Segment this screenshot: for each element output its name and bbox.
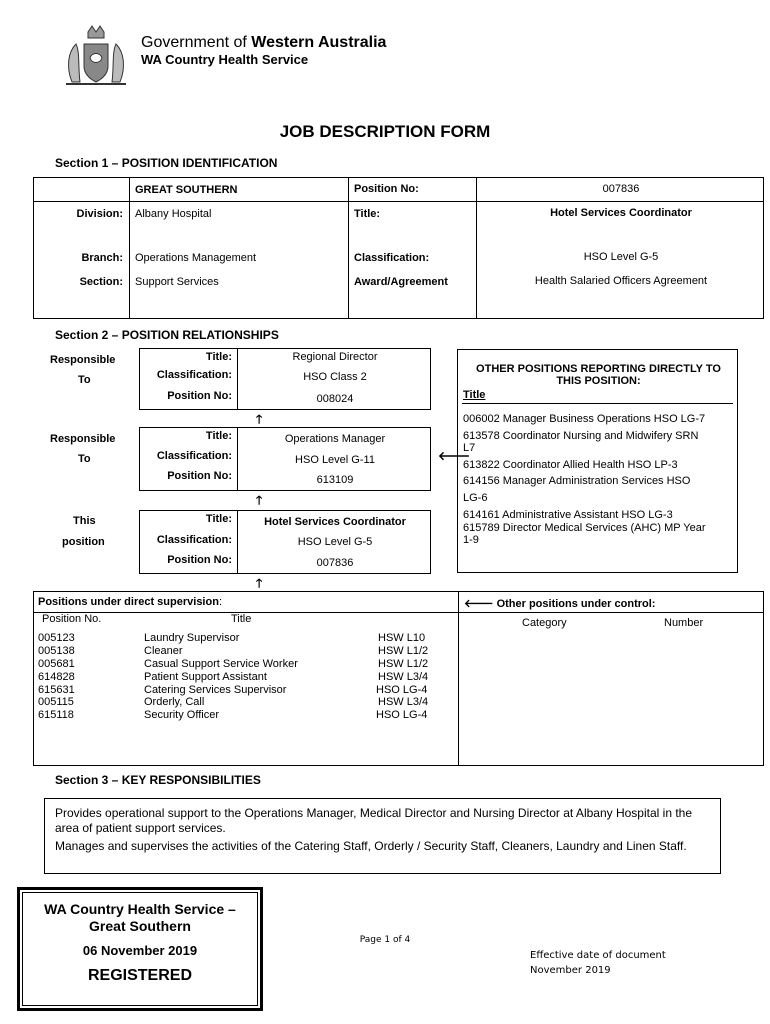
region-value: GREAT SOUTHERN	[135, 184, 238, 196]
responsible-label-1: Responsible	[50, 354, 116, 366]
table-row: 005115 Orderly, Call HSW L3/4	[38, 696, 429, 708]
key-responsibilities-box	[44, 798, 721, 874]
registered-stamp	[17, 887, 263, 1011]
other-control-heading: 🡐 Other positions under control:	[464, 598, 656, 610]
box2-title-label: Title:	[205, 430, 232, 442]
list-item: 614156 Manager Administration Services HSO	[463, 475, 691, 487]
this-label: This	[73, 515, 96, 527]
effective-date-label: Effective date of document	[530, 950, 666, 961]
col-title: Title	[231, 613, 252, 625]
table-row: 005138 Cleaner HSW L1/2	[38, 645, 429, 657]
box2-title: Operations Manager	[284, 433, 386, 445]
classification-label: Classification:	[354, 252, 430, 264]
table-row: 614828 Patient Support Assistant HSW L3/4	[38, 671, 429, 683]
stamp-date: 06 November 2019	[82, 943, 198, 958]
title-value: Hotel Services Coordinator	[550, 207, 692, 219]
stamp-line-2: Great Southern	[89, 918, 191, 934]
up-arrow-icon: 🡑	[256, 412, 263, 426]
list-item: 613822 Coordinator Allied Health HSO LP-3	[463, 458, 678, 471]
effective-date: November 2019	[530, 965, 611, 976]
box1-position-no: 008024	[316, 393, 354, 405]
table-row: 005681 Casual Support Service Worker HSW L1/2	[38, 658, 429, 670]
list-item: LG-6	[463, 491, 488, 504]
box2-posno-label: Position No:	[167, 470, 232, 482]
table-row: 615118 Security Officer HSO LG-4	[38, 709, 428, 721]
position-identification-table	[33, 177, 764, 319]
col-position-no: Position No.	[42, 613, 102, 625]
list-item: 613578 Coordinator Nursing and Midwifery SRN	[463, 429, 699, 442]
box2-position-no: 613109	[316, 474, 354, 486]
list-item: 614161 Administrative Assistant HSO LG-3	[463, 509, 673, 521]
up-arrow-icon: 🡑	[256, 576, 263, 590]
page-number: Page 1 of 4	[359, 935, 411, 945]
list-item: 1-9	[463, 534, 479, 546]
reports-to-box-2	[139, 427, 431, 491]
branch-value: Operations Management	[135, 252, 257, 264]
service-name: WA Country Health Service	[141, 52, 309, 67]
reports-to-box-1	[139, 348, 431, 410]
box1-class-label: Classification:	[156, 369, 232, 381]
list-item: 615789 Director Medical Services (AHC) MP Year	[463, 521, 706, 534]
box3-title-label: Title:	[205, 513, 232, 525]
branch-label: Branch:	[81, 252, 123, 264]
this-position-box	[139, 510, 431, 574]
other-positions-list	[463, 413, 737, 547]
box3-class-label: Classification:	[156, 534, 232, 546]
left-arrow-icon: 🡐	[438, 449, 471, 463]
org-name: Government of Western Australia	[141, 34, 387, 51]
table-row: 005123 Laundry Supervisor HSW L10	[38, 632, 426, 644]
title-label: Title:	[354, 208, 381, 220]
box1-title-label: Title:	[205, 351, 232, 363]
position-label: position	[62, 536, 105, 548]
section1-heading: Section 1 – POSITION IDENTIFICATION	[55, 156, 278, 170]
division-label: Division:	[76, 208, 123, 220]
classification-value: HSO Level G-5	[583, 251, 659, 263]
stamp-line-1: WA Country Health Service –	[44, 901, 236, 917]
list-item: L7	[463, 442, 476, 454]
other-positions-heading-2: THIS POSITION:	[556, 375, 641, 387]
table-row: 615631 Catering Services Supervisor HSO LG-4	[38, 684, 428, 696]
other-positions-title-label: Title	[463, 389, 486, 401]
list-item: 006002 Manager Business Operations HSO LG-7	[463, 413, 706, 425]
stamp-status: REGISTERED	[87, 967, 192, 984]
box2-classification: HSO Level G-11	[295, 454, 375, 466]
box1-posno-label: Position No:	[167, 390, 232, 402]
left-arrow-icon: 🡐	[464, 598, 497, 610]
to-label-2: To	[78, 453, 91, 465]
other-positions-box	[457, 349, 738, 573]
up-arrow-icon: 🡑	[256, 493, 263, 507]
box3-position-no: 007836	[316, 557, 354, 569]
to-label-1: To	[78, 374, 91, 386]
award-value: Health Salaried Officers Agreement	[534, 275, 708, 287]
award-label: Award/Agreement	[354, 276, 448, 288]
other-positions-heading: OTHER POSITIONS REPORTING DIRECTLY TO	[476, 363, 721, 375]
wa-coat-of-arms-logo	[58, 22, 134, 88]
position-no-label: Position No:	[354, 183, 419, 195]
box3-posno-label: Position No:	[167, 554, 232, 566]
box3-classification: HSO Level G-5	[297, 536, 373, 548]
section-label: Section:	[79, 276, 123, 288]
section2-heading: Section 2 – POSITION RELATIONSHIPS	[55, 328, 279, 342]
col-category: Category	[522, 617, 567, 629]
section-value: Support Services	[135, 276, 219, 288]
box1-classification: HSO Class 2	[303, 371, 367, 383]
responsibility-para-1: Provides operational support to the Operations Manager, Medical Director and Nursing Director at Albany Hospital in the area of patient support services.	[55, 806, 693, 835]
section3-heading: Section 3 – KEY RESPONSIBILITIES	[55, 773, 261, 787]
responsibility-para-2: Manages and supervises the activities of the Catering Staff, Orderly / Security Staff, Cleaners, Laundry and Linen Staff.	[55, 839, 687, 853]
box3-title: Hotel Services Coordinator	[264, 516, 406, 528]
document-title: JOB DESCRIPTION FORM	[279, 122, 491, 141]
box1-title: Regional Director	[292, 351, 378, 363]
col-number: Number	[664, 617, 704, 629]
responsible-label-2: Responsible	[50, 433, 116, 445]
supervision-heading: Positions under direct supervision:	[38, 596, 222, 608]
box2-class-label: Classification:	[156, 450, 232, 462]
position-no-value: 007836	[602, 183, 640, 195]
division-value: Albany Hospital	[135, 208, 212, 220]
